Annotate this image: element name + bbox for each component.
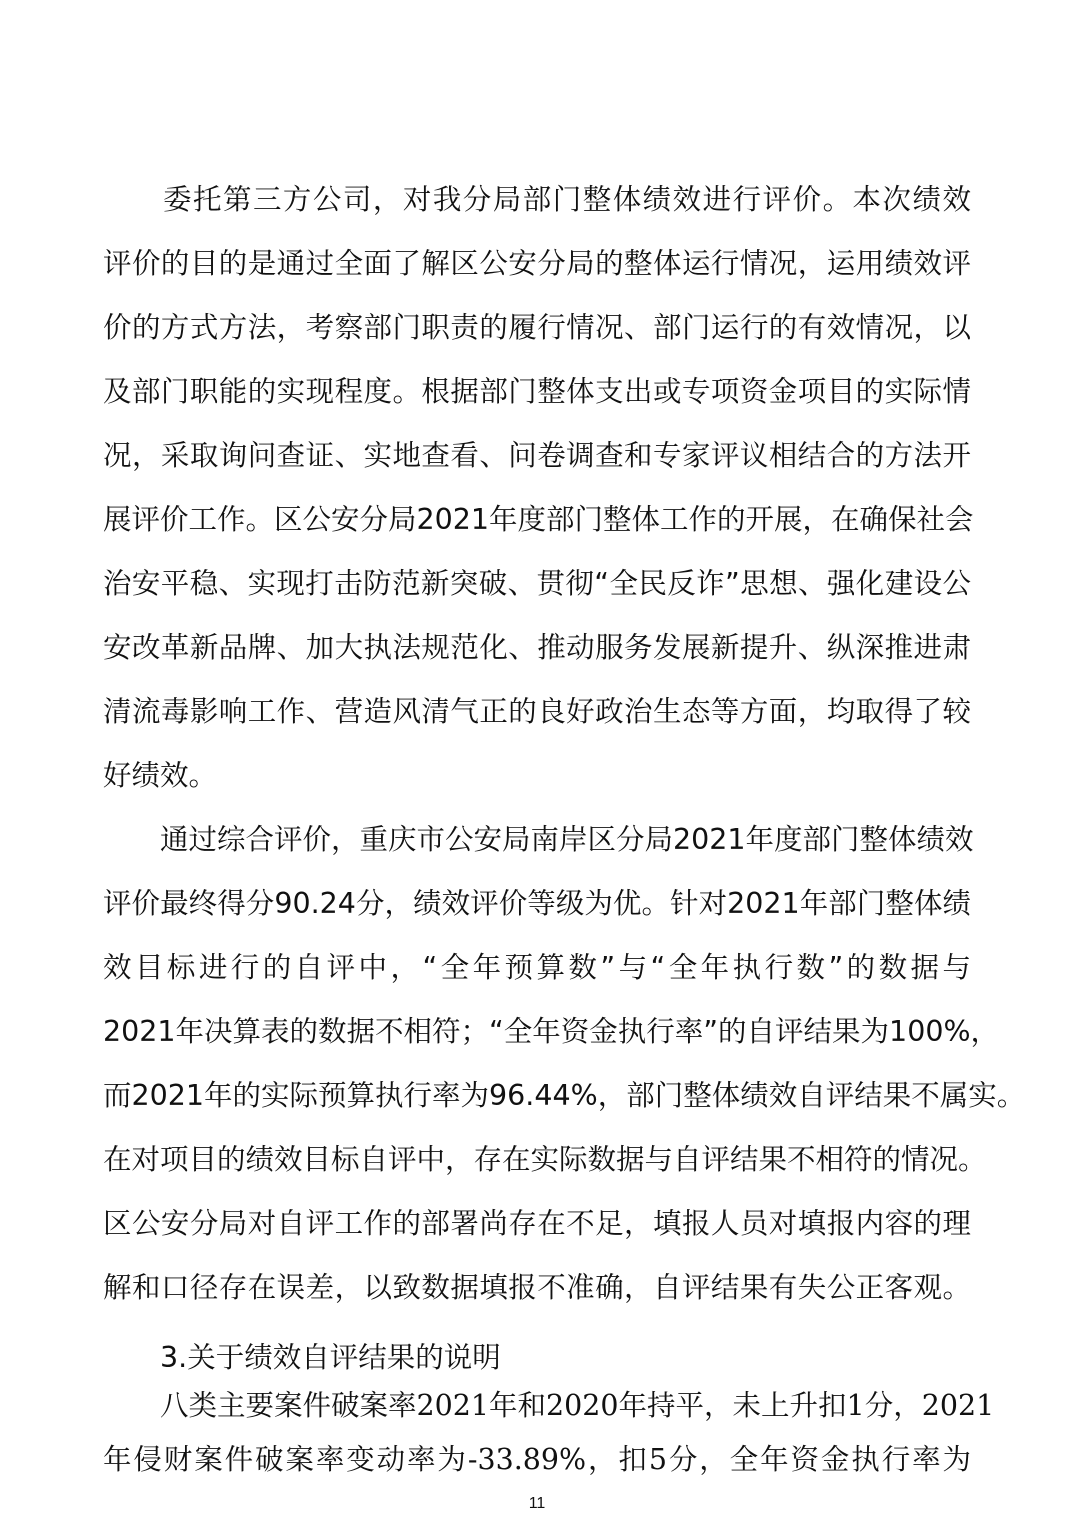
section-heading: 3.关于绩效自评结果的说明 xyxy=(160,1341,501,1374)
paragraph-3-line-2: 年侵财案件破案率变动率为-33.89%，扣5分，全年资金执行率为 xyxy=(103,1443,971,1476)
paragraph-1-line-2: 评价的目的是通过全面了解区公安分局的整体运行情况，运用绩效评 xyxy=(103,247,971,280)
paragraph-1-line-8: 安改革新品牌、加大执法规范化、推动服务发展新提升、纵深推进肃 xyxy=(103,631,971,664)
paragraph-2-line-1: 通过综合评价，重庆市公安局南岸区分局2021年度部门整体绩效 xyxy=(160,823,974,856)
paragraph-1-line-3: 价的方式方法，考察部门职责的履行情况、部门运行的有效情况，以 xyxy=(103,311,971,344)
paragraph-2-line-4: 2021年决算表的数据不相符；“全年资金执行率”的自评结果为100%， xyxy=(103,1015,1000,1048)
page-number: 11 xyxy=(528,1495,546,1512)
paragraph-2-line-3: 效目标进行的自评中，“全年预算数”与“全年执行数”的数据与 xyxy=(103,951,971,984)
paragraph-2-line-8: 解和口径存在误差，以致数据填报不准确，自评结果有失公正客观。 xyxy=(103,1271,971,1304)
paragraph-3-line-1: 八类主要案件破案率2021年和2020年持平，未上升扣1分，2021 xyxy=(160,1389,995,1422)
paragraph-1-line-10: 好绩效。 xyxy=(103,759,218,792)
paragraph-1-line-9: 清流毒影响工作、营造风清气正的良好政治生态等方面，均取得了较 xyxy=(103,695,971,728)
paragraph-2-line-5: 而2021年的实际预算执行率为96.44%，部门整体绩效自评结果不属实。 xyxy=(103,1079,1026,1112)
paragraph-2-line-2: 评价最终得分90.24分，绩效评价等级为优。针对2021年部门整体绩 xyxy=(103,887,971,920)
paragraph-2-line-6: 在对项目的绩效目标自评中，存在实际数据与自评结果不相符的情况。 xyxy=(103,1143,987,1176)
paragraph-1-line-6: 展评价工作。区公安分局2021年度部门整体工作的开展，在确保社会 xyxy=(103,503,974,536)
paragraph-1-line-4: 及部门职能的实现程度。根据部门整体支出或专项资金项目的实际情 xyxy=(103,375,971,408)
paragraph-1-line-7: 治安平稳、实现打击防范新突破、贯彻“全民反诈”思想、强化建设公 xyxy=(103,567,971,600)
paragraph-1-line-1: 委托第三方公司，对我分局部门整体绩效进行评价。本次绩效 xyxy=(163,183,971,216)
paragraph-2-line-7: 区公安分局对自评工作的部署尚存在不足，填报人员对填报内容的理 xyxy=(103,1207,971,1240)
paragraph-1-line-5: 况，采取询问查证、实地查看、问卷调查和专家评议相结合的方法开 xyxy=(103,439,971,472)
